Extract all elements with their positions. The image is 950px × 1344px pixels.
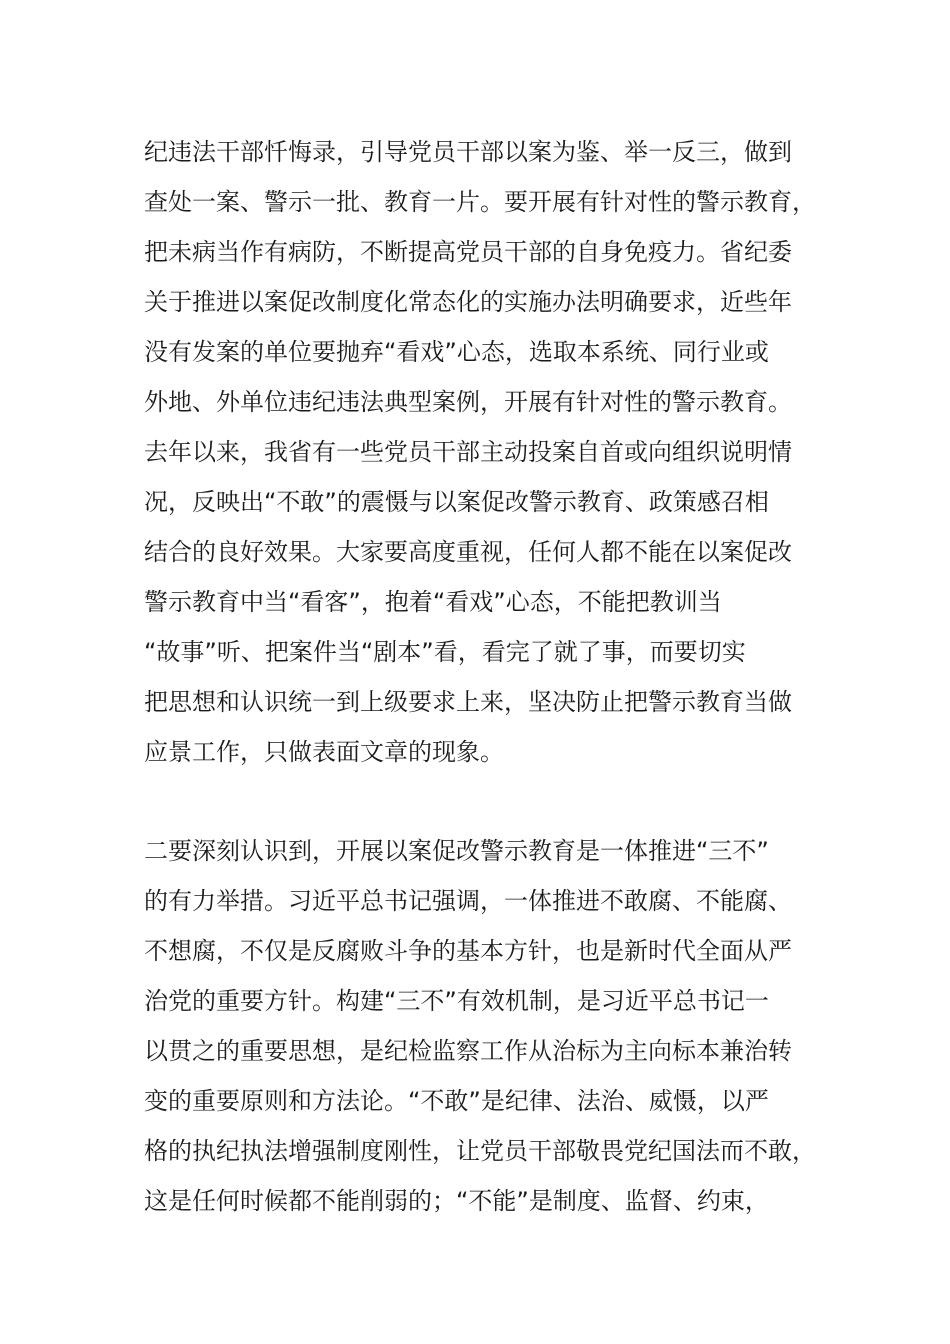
text-line: 外地、外单位违纪违法典型案例，开展有针对性的警示教育。 (144, 388, 792, 416)
text-line: 结合的良好效果。大家要高度重视，任何人都不能在以案促改 (144, 538, 792, 566)
text-line: 以贯之的重要思想，是纪检监察工作从治标为主向标本兼治转 (144, 1037, 792, 1065)
text-line: 况，反映出“不敢”的震慑与以案促改警示教育、政策感召相 (144, 488, 769, 516)
text-line: 关于推进以案促改制度化常态化的实施办法明确要求，近些年 (144, 288, 792, 316)
text-line: 没有发案的单位要抛弃“看戏”心态，选取本系统、同行业或 (144, 338, 769, 366)
text-line: 把思想和认识统一到上级要求上来，坚决防止把警示教育当做 (144, 688, 792, 716)
text-line: 这是任何时候都不能削弱的；“不能”是制度、监督、约束， (144, 1187, 769, 1215)
text-line: 警示教育中当“看客”，抱着“看戏”心态，不能把教训当 (144, 588, 722, 616)
text-line: 把未病当作有病防，不断提高党员干部的自身免疫力。省纪委 (144, 238, 792, 266)
text-line: 应景工作，只做表面文章的现象。 (144, 738, 504, 766)
text-line: 查处一案、警示一批、教育一片。要开展有针对性的警示教育， (144, 188, 816, 216)
text-line: 纪违法干部忏悔录，引导党员干部以案为鉴、举一反三，做到 (144, 138, 792, 166)
text-line: 变的重要原则和方法论。“不敢”是纪律、法治、威慑，以严 (144, 1087, 769, 1115)
text-line: 治党的重要方针。构建“三不”有效机制，是习近平总书记一 (144, 987, 769, 1015)
paragraph-1 (144, 127, 834, 777)
text-line: 二要深刻认识到，开展以案促改警示教育是一体推进“三不” (144, 837, 769, 865)
paragraph-2 (144, 826, 834, 1226)
text-line: 的有力举措。习近平总书记强调，一体推进不敢腐、不能腐、 (144, 887, 792, 915)
text-line: 不想腐，不仅是反腐败斗争的基本方针，也是新时代全面从严 (144, 937, 792, 965)
text-line: “故事”听、把案件当“剧本”看，看完了就了事，而要切实 (144, 638, 746, 666)
text-line: 格的执纪执法增强制度刚性，让党员干部敬畏党纪国法而不敢， (144, 1137, 816, 1165)
text-line: 去年以来，我省有一些党员干部主动投案自首或向组织说明情 (144, 438, 792, 466)
